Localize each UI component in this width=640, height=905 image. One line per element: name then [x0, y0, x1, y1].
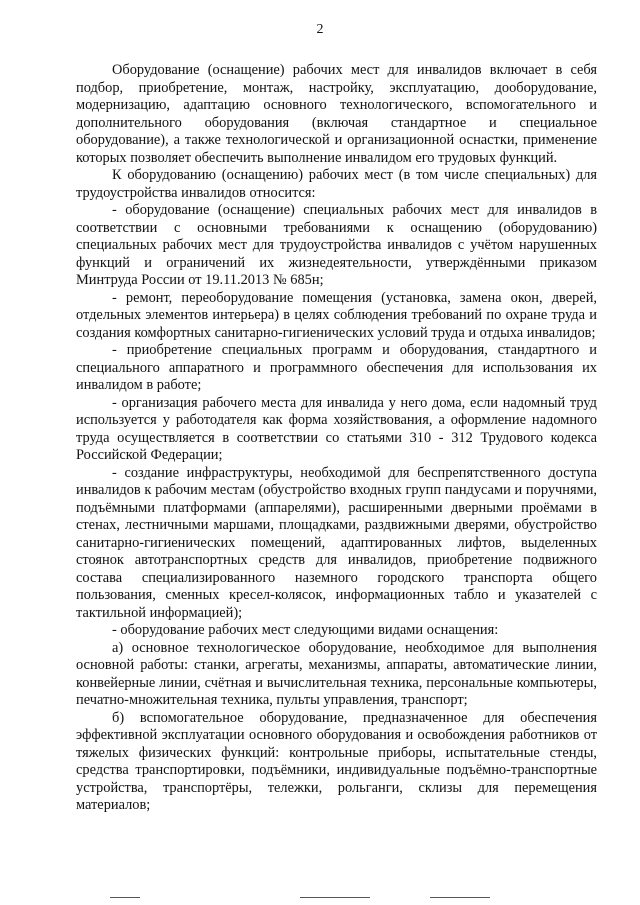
list-item-accessibility-infrastructure: - создание инфраструктуры, необходимой для беспрепятственного доступа инвалидов к рабочим местам (обустройство входных групп пандусами и поручнями, подъёмными платформами (аппарелями), расширенными дверными проёмами в стенах, лестничными маршами, площадками, раздвижными дверями, обустройство санитарно-гигиенических помещений, адаптированных лифтов, выделенных стоянок автотранспортных средств для инвалидов, приобретение подвижного состава специализированного наземного городского транспорта общего пользования, сменных кресел-колясок, информационных табло и указателей с тактильной информацией);: [76, 464, 597, 621]
list-item-software-hardware: - приобретение специальных программ и оборудования, стандартного и специального аппаратного и программного обеспечения для использования их инвалидом в работе;: [76, 342, 597, 393]
list-item-main-equipment: а) основное технологическое оборудование, необходимое для выполнения основной работы: станки, агрегаты, механизмы, аппараты, автоматические линии, конвейерные линии, счётная и вычислительная техника, персональные компьютеры, печатно-множительная техника, пульты управления, транспорт;: [76, 639, 597, 708]
footer-rule: [300, 897, 370, 898]
document-body: [76, 62, 597, 815]
list-item-premises-repair: - ремонт, переоборудование помещения (установка, замена окон, дверей, отдельных элементов интерьера) в целях соблюдения требований по охране труда и создания комфортных санитарно-гигиенических условий труда и отдыха инвалидов;: [76, 289, 597, 341]
page-number: 2: [316, 22, 324, 37]
list-item-auxiliary-equipment: б) вспомогательное оборудование, предназначенное для обеспечения эффективной эксплуатации основного оборудования и освобождения работников от тяжелых физических функций: контрольные приборы, испытательные стенды, средства транспортировки, подъёмники, индивидуальные подъёмно-транспортные устройства, транспортёры, тележки, рольганги, склизы для перемещения материалов;: [76, 709, 597, 813]
paragraph-equipment-definition: Оборудование (оснащение) рабочих мест для инвалидов включает в себя подбор, приобретение, монтаж, настройку, эксплуатацию, дооборудование, модернизацию, адаптацию основного технологического, вспомогательного и дополнительного оборудования (включая стандартное и специальное оборудование), а также технологической и организационной оснастки, применение которых позволяет обеспечить выполнение инвалидом его трудовых функций.: [76, 62, 597, 166]
paragraph-equipment-list-intro: К оборудованию (оснащению) рабочих мест (в том числе специальных) для трудоустройства инвалидов относится:: [76, 167, 597, 201]
list-item-home-workplace: - организация рабочего места для инвалида у него дома, если надомный труд используется у работодателя как форма хозяйствования, а оформление надомного труда осуществляется в соответствии со статьями 310 - 312 Трудового кодекса Российской Федерации;: [76, 394, 597, 463]
footer-rule: [110, 897, 140, 898]
footer-rules: [0, 897, 640, 901]
list-item-equipment-types: - оборудование рабочих мест следующими видами оснащения:: [112, 622, 499, 638]
list-item-special-workplaces: - оборудование (оснащение) специальных рабочих мест для инвалидов в соответствии с основными требованиями к оснащению (оборудованию) специальных рабочих мест для трудоустройства инвалидов с учётом нарушенных функций и ограничений их жизнедеятельности, утверждёнными приказом Минтруда России от 19.11.2013 № 685н;: [76, 202, 597, 288]
footer-rule: [430, 897, 490, 898]
